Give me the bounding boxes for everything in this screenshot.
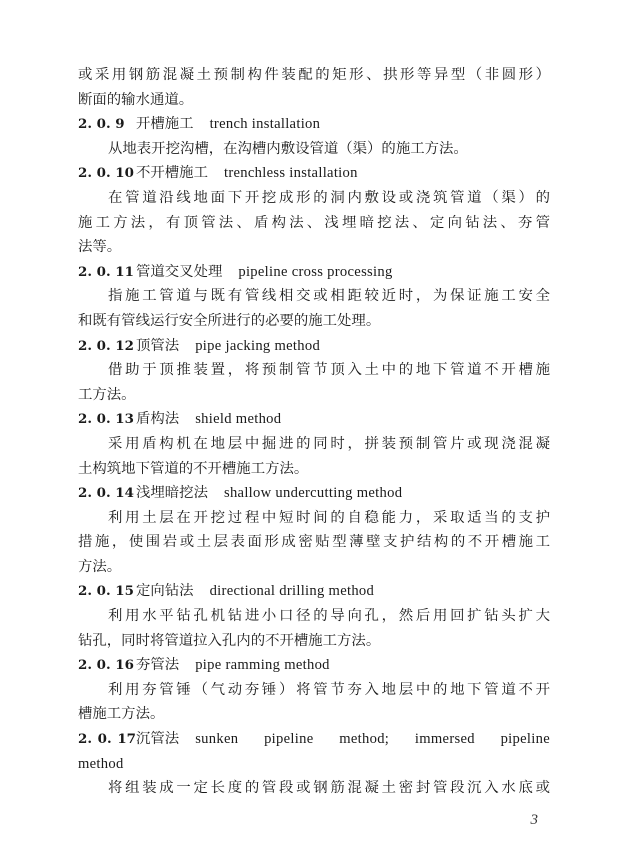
intro-line: 断面的输水通道。 — [78, 91, 194, 108]
term-definition-line: 槽施工方法。 — [78, 706, 165, 723]
term-definition-line: 指施工管道与既有管线相交或相距较近时，为保证施工安全 — [108, 288, 550, 305]
term-chinese: 不开槽施工 — [136, 165, 208, 182]
term-definition-line: 在管道沿线地面下开挖成形的洞内敷设或浇筑管道（渠）的 — [108, 189, 550, 206]
term-definition-line: 利用夯管锤（气动夯锤）将管节夯入地层中的地下管道不开 — [108, 681, 550, 698]
term-number: 2. 0. 11 — [78, 263, 134, 280]
term-chinese: 顶管法 — [136, 337, 180, 354]
term-english: trench installation — [209, 116, 321, 133]
term-heading — [78, 407, 550, 432]
term-definition-line: 借助于顶推装置，将预制管节顶入土中的地下管道不开槽施 — [108, 362, 550, 379]
term-english-continued: method — [78, 755, 124, 772]
term-english: directional drilling method — [209, 583, 375, 600]
term-chinese: 沉管法 — [136, 731, 180, 748]
term-definition-line: 方法。 — [78, 558, 122, 575]
term-definition-line: 利用水平钻孔机钻进小口径的导向孔，然后用回扩钻头扩大 — [108, 608, 550, 625]
term-number: 2. 0. 16 — [78, 657, 134, 674]
term-definition-line: 工方法。 — [78, 386, 136, 403]
term-heading — [78, 481, 550, 506]
term-definition-line: 土构筑地下管道的不开槽施工方法。 — [78, 460, 309, 477]
page-number: 3 — [530, 812, 538, 828]
term-chinese: 定向钻法 — [136, 583, 194, 600]
term-chinese: 盾构法 — [136, 411, 180, 428]
term-definition-line: 从地表开挖沟槽，在沟槽内敷设管道（渠）的施工方法。 — [108, 140, 468, 157]
term-definition-line: 利用土层在开挖过程中短时间的自稳能力，采取适当的支护 — [108, 509, 550, 526]
term-chinese: 浅埋暗挖法 — [136, 485, 208, 502]
term-heading — [78, 161, 550, 186]
term-english: shield method — [195, 411, 282, 428]
term-english: pipe jacking method — [195, 337, 321, 354]
term-chinese: 管道交叉处理 — [136, 263, 223, 280]
term-heading — [78, 260, 550, 285]
term-heading — [78, 727, 550, 752]
term-english: shallow undercutting method — [223, 485, 403, 502]
term-english: sunken pipeline method; immersed pipeline — [195, 731, 550, 748]
term-number: 2. 0. 12 — [78, 337, 134, 354]
term-number: 2. 0. 17 — [78, 731, 136, 748]
term-heading — [78, 579, 550, 604]
term-chinese: 开槽施工 — [136, 116, 194, 133]
term-definition-line: 法等。 — [78, 239, 122, 256]
term-chinese: 夯管法 — [136, 657, 180, 674]
term-english: pipe ramming method — [195, 657, 330, 674]
term-number: 2. 0. 13 — [78, 411, 134, 428]
term-definition-line: 采用盾构机在地层中掘进的同时，拼装预制管片或现浇混凝 — [108, 435, 550, 452]
term-number: 2. 0. 10 — [78, 165, 134, 182]
page-content — [78, 63, 550, 801]
term-definition-line: 和既有管线运行安全所进行的必要的施工处理。 — [78, 312, 381, 329]
term-definition-line: 钻孔，同时将管道拉入孔内的不开槽施工方法。 — [78, 632, 381, 649]
term-definition-line: 措施，使围岩或土层表面形成密贴型薄壁支护结构的不开槽施工 — [78, 534, 550, 551]
intro-line: 或采用钢筋混凝土预制构件装配的矩形、拱形等异型（非圆形） — [78, 67, 550, 83]
term-english: trenchless installation — [223, 165, 358, 182]
term-heading — [78, 653, 550, 678]
term-definition-line: 将组装成一定长度的管段或钢筋混凝土密封管段沉入水底或 — [108, 780, 550, 797]
term-heading — [78, 112, 550, 137]
term-number: 2. 0. 9 — [78, 116, 125, 133]
term-heading — [78, 334, 550, 359]
term-english: pipeline cross processing — [238, 263, 393, 280]
term-number: 2. 0. 14 — [78, 485, 134, 502]
term-number: 2. 0. 15 — [78, 583, 134, 600]
term-heading-continued — [78, 752, 550, 777]
term-definition-line: 施工方法，有顶管法、盾构法、浅埋暗挖法、定向钻法、夯管 — [78, 214, 550, 231]
